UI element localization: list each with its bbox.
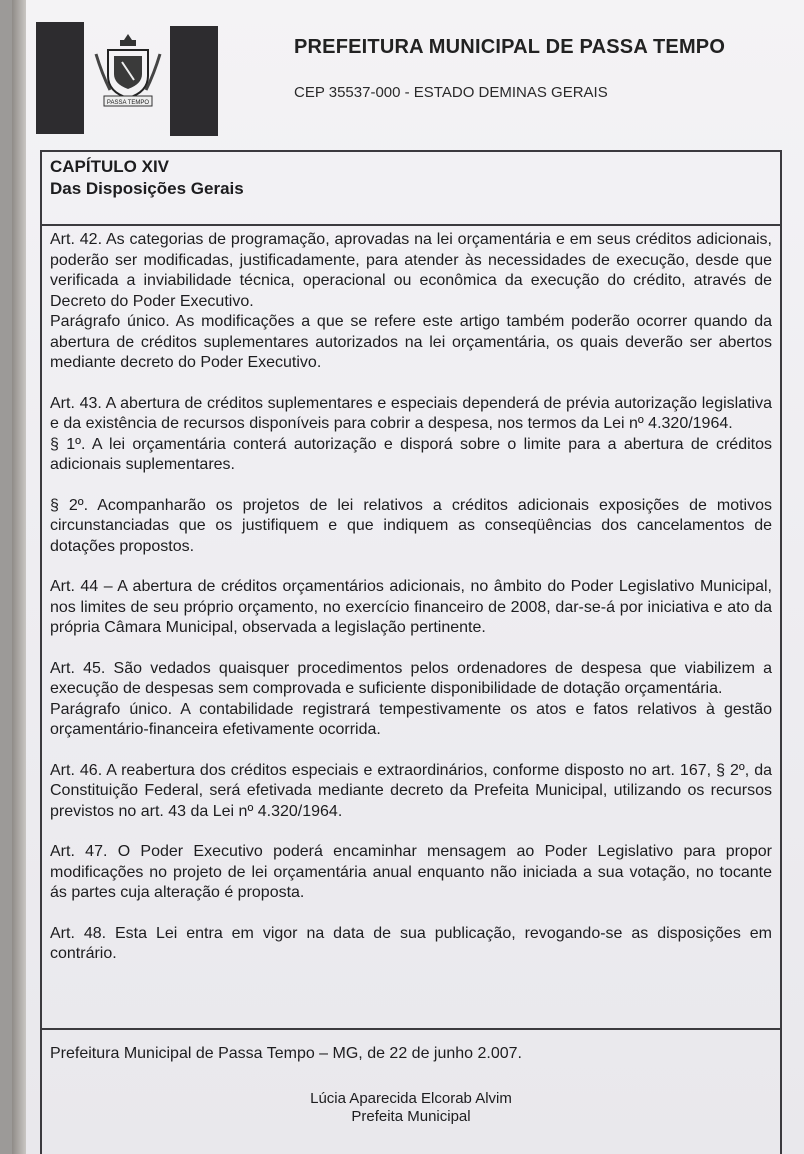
signer-name: Lúcia Aparecida Elcorab Alvim	[310, 1090, 512, 1107]
document-frame	[40, 150, 782, 1154]
article-43-paragraph-1: § 1º. A lei orçamentária conterá autorização e disporá sobre o limite para a abertura de créditos adicionais suplementares.	[50, 435, 772, 473]
article-43: Art. 43. A abertura de créditos suplementares e especiais dependerá de prévia autorização legislativa e da existência de recursos disponíveis para cobrir a despesa, nos termos da Lei nº 4.320/1964.	[50, 394, 772, 432]
coat-of-arms-icon	[92, 32, 164, 112]
government-title: PREFEITURA MUNICIPAL DE PASSA TEMPO	[294, 36, 726, 58]
articles-section	[42, 226, 780, 1030]
document-page	[12, 0, 804, 1154]
article-44: Art. 44 – A abertura de créditos orçamentários adicionais, no âmbito do Poder Legislativo Municipal, nos limites de seu próprio orçamento, no exercício financeiro de 2008, dar-se-á por iniciativa e ato da própria Câmara Municipal, observada a legislação pertinente.	[50, 578, 772, 636]
article-48: Art. 48. Esta Lei entra em vigor na data de sua publicação, revogando-se as disposições em contrário.	[50, 924, 772, 962]
article-45: Art. 45. São vedados quaisquer procedimentos pelos ordenadores de despesa que viabilizem a execução de despesas sem comprovada e suficiente disponibilidade de dotação orçamentária.	[50, 659, 772, 697]
closing-line: Prefeitura Municipal de Passa Tempo – MG, de 22 de junho 2.007.	[50, 1045, 522, 1062]
article-46: Art. 46. A reabertura dos créditos especiais e extraordinários, conforme disposto no art. 167, § 2º, da Constituição Federal, será efetivada mediante decreto da Prefeita Municipal, utilizando os recursos previstos no art. 43 da Lei nº 4.320/1964.	[50, 761, 772, 820]
signature-block	[42, 1030, 780, 1126]
chapter-number: CAPÍTULO XIV	[50, 157, 170, 176]
crest-label: PASSA TEMPO	[106, 100, 150, 106]
signer-title: Prefeita Municipal	[351, 1108, 471, 1125]
article-42-sole-paragraph: Parágrafo único. As modificações a que se refere este artigo também poderão ocorrer quando da abertura de créditos suplementares autorizados na lei orçamentária, os quais deverão ser abertos mediante decreto do Poder Executivo.	[50, 313, 772, 371]
article-42: Art. 42. As categorias de programação, aprovadas na lei orçamentária e em seus créditos adicionais, poderão ser modificadas, justificadamente, para atender às necessidades de execução, desde que verificada a inviabilidade técnica, operacional ou econômica da execução do crédito, através de Decreto do Poder Executivo.	[50, 231, 772, 310]
letterhead-bar-left	[36, 22, 84, 134]
page-edge	[12, 0, 26, 1154]
chapter-heading	[42, 152, 780, 226]
letterhead-bar-right	[170, 26, 218, 136]
article-45-sole-paragraph: Parágrafo único. A contabilidade registrará tempestivamente os atos e fatos relativos à gestão orçamentário-financeira efetivamente ocorrida.	[50, 700, 772, 738]
chapter-title: Das Disposições Gerais	[50, 179, 244, 198]
signer	[50, 1090, 772, 1126]
letterhead	[12, 0, 804, 150]
article-43-paragraph-2: § 2º. Acompanharão os projetos de lei relativos a créditos adicionais exposições de motivos circunstanciadas que os justifiquem e que indiquem as conseqüências dos cancelamentos de dotações propostos.	[50, 496, 772, 555]
government-subtitle: CEP 35537-000 - ESTADO DEMINAS GERAIS	[294, 84, 608, 101]
article-47: Art. 47. O Poder Executivo poderá encaminhar mensagem ao Poder Legislativo para propor modificações no projeto de lei orçamentária anual enquanto não iniciada a sua votação, no tocante ás partes cuja alteração é proposta.	[50, 843, 772, 901]
